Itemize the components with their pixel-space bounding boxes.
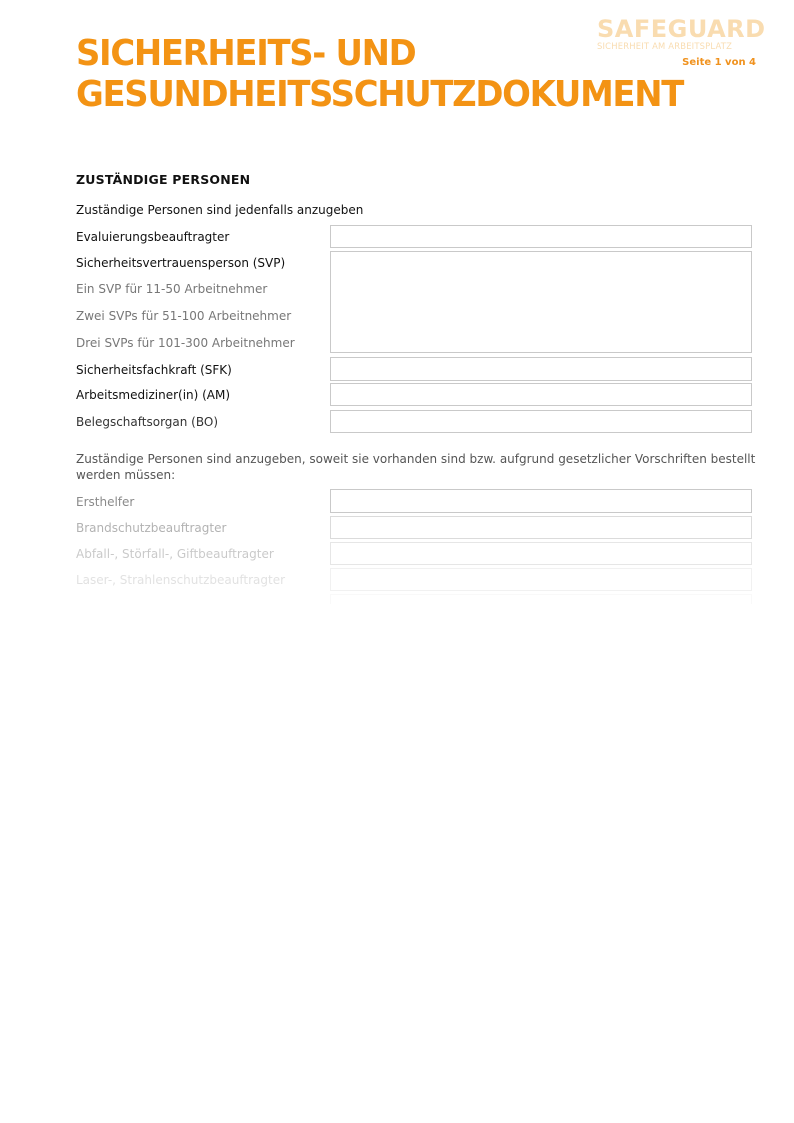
label-abfall-stoerfall-giftbeauftragter: Abfall-, Störfall-, Giftbeauftragter [76,547,274,561]
page-title [76,33,683,115]
optional-intro: Zuständige Personen sind anzugeben, soweit sie vorhanden sind bzw. aufgrund gesetzlicher Vorschriften bestellt werden müssen: [76,452,756,482]
svp-note-2: Zwei SVPs für 51-100 Arbeitnehmer [76,309,292,323]
page-title-line-1: SICHERHEITS- UND [76,33,416,74]
sfk-field[interactable] [330,357,752,381]
label-bo: Belegschaftsorgan (BO) [76,415,219,429]
page-indicator: Seite 1 von 4 [682,57,756,68]
label-svp: Sicherheitsvertrauensperson (SVP) [76,256,286,270]
bo-field[interactable] [330,410,752,433]
faded-row-field[interactable] [330,594,752,604]
mandatory-intro: Zuständige Personen sind jedenfalls anzugeben [76,203,364,217]
section-heading: ZUSTÄNDIGE PERSONEN [76,172,251,187]
abfall-stoerfall-giftbeauftragter-field[interactable] [330,542,752,565]
logo-tagline: SICHERHEIT AM ARBEITSPLATZ [597,41,733,51]
label-evaluierungsbeauftragter: Evaluierungsbeauftragter [76,230,230,244]
logo-wordmark: SAFEGUARD [597,15,766,43]
laser-strahlenschutzbeauftragter-field[interactable] [330,568,752,591]
label-sfk: Sicherheitsfachkraft (SFK) [76,363,232,377]
svp-note-3: Drei SVPs für 101-300 Arbeitnehmer [76,336,295,350]
label-am: Arbeitsmediziner(in) (AM) [76,388,231,402]
label-ersthelfer: Ersthelfer [76,495,135,509]
label-laser-strahlenschutzbeauftragter: Laser-, Strahlenschutzbeauftragter [76,573,286,587]
evaluierungsbeauftragter-field[interactable] [330,225,752,248]
ersthelfer-field[interactable] [330,489,752,513]
page-title-line-2: GESUNDHEITSSCHUTZDOKUMENT [76,74,684,115]
brandschutzbeauftragter-field[interactable] [330,516,752,539]
label-brandschutzbeauftragter: Brandschutzbeauftragter [76,521,227,535]
svp-note-1: Ein SVP für 11-50 Arbeitnehmer [76,282,268,296]
am-field[interactable] [330,383,752,406]
svp-field[interactable] [330,251,752,353]
